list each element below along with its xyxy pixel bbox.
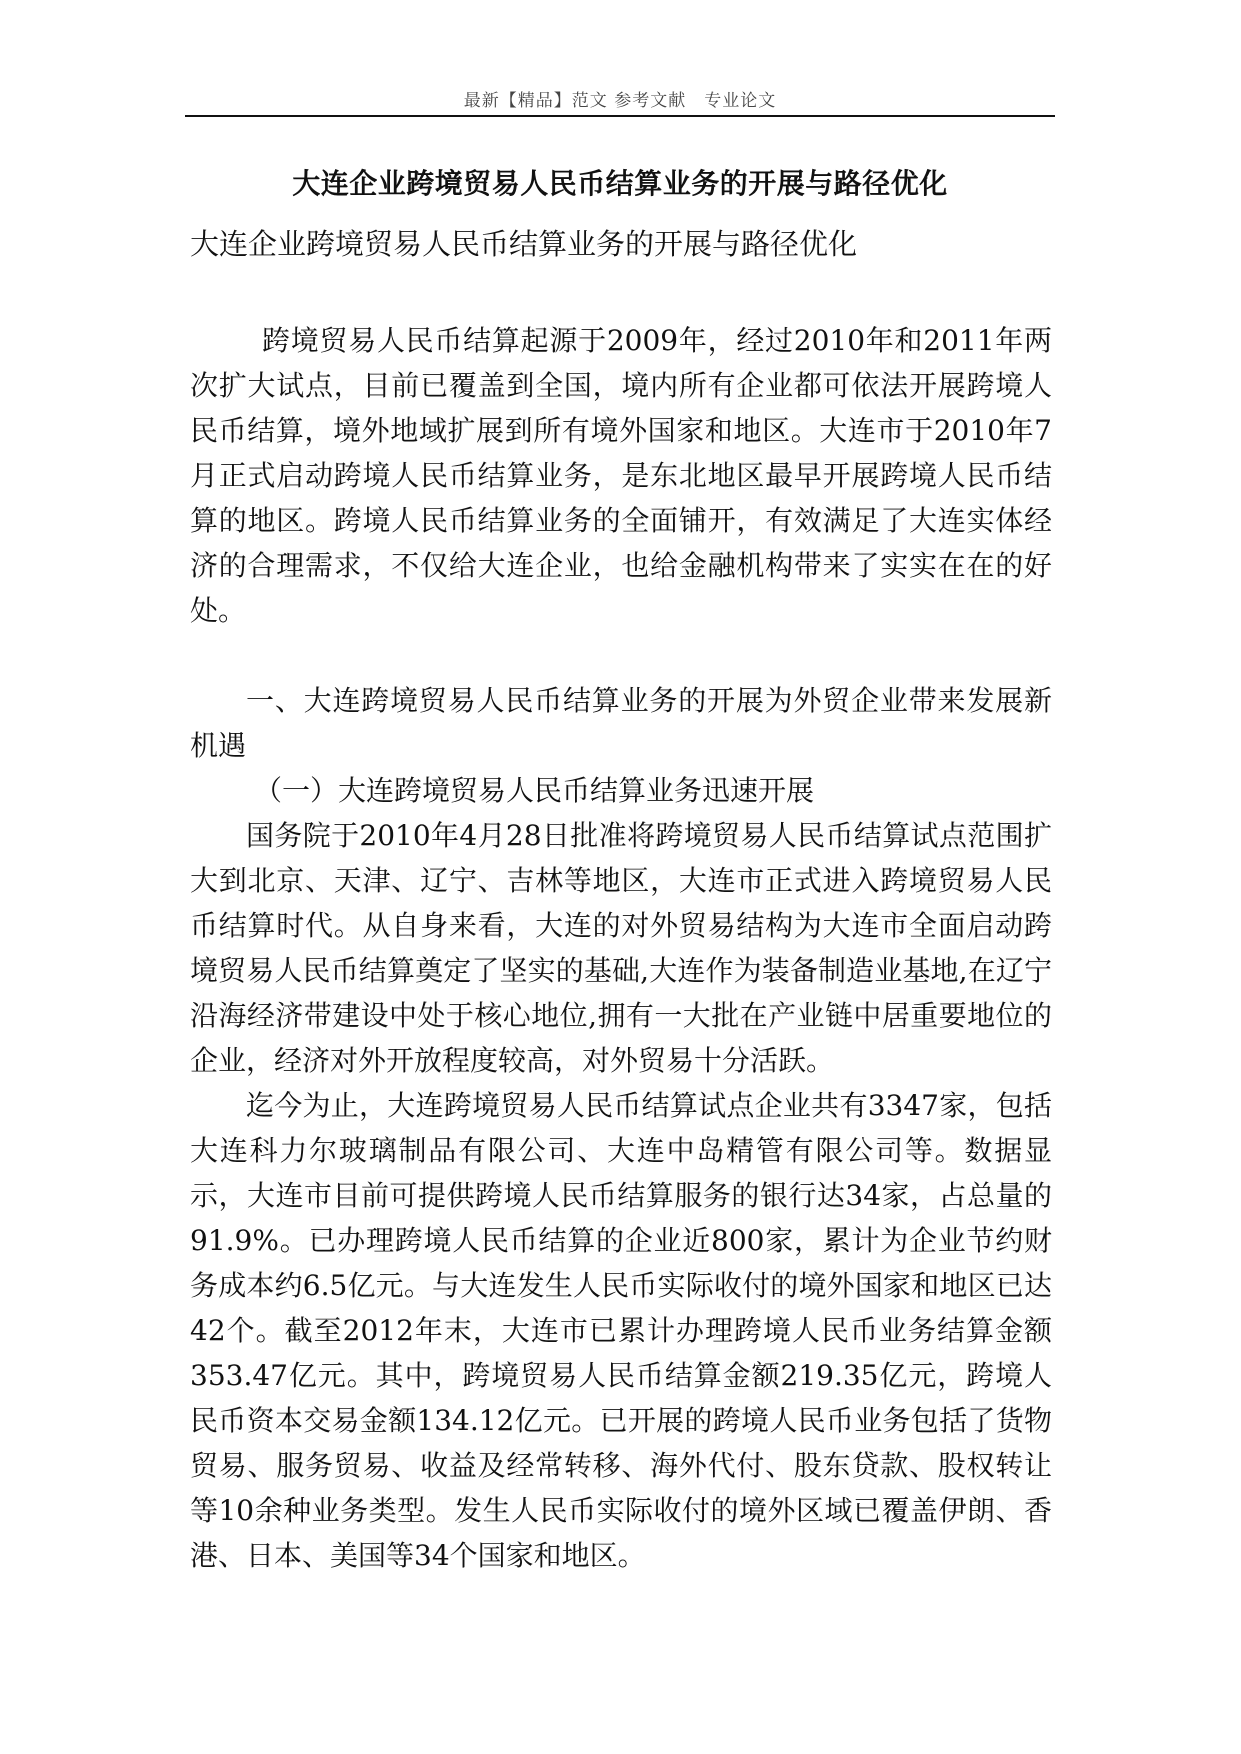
document-subtitle: 大连企业跨境贸易人民币结算业务的开展与路径优化 — [190, 227, 858, 261]
page-header: 最新【精品】范文 参考文献 专业论文 — [463, 91, 777, 111]
body-paragraph-3: 迄今为止，大连跨境贸易人民币结算试点企业共有3347家，包括大连科力尔玻璃制品有限公司、大连中岛精管有限公司等。数据显示，大连市目前可提供跨境人民币结算服务的银行达34家，占总量的91.9%。已办理跨境人民币结算的企业近800家，累计为企业节约财务成本约6.5亿元。与大连发生人民币实际收付的境外国家和地区已达42个。截至2012年末，大连市已累计办理跨境人民币业务结算金额353.47亿元。其中，跨境贸易人民币结算金额219.35亿元，跨境人民币资本交易金额134.12亿元。已开展的跨境人民币业务包括了货物贸易、服务贸易、收益及经常转移、海外代付、股东贷款、股权转让等10余种业务类型。发生人民币实际收付的境外区域已覆盖伊朗、香港、日本、美国等34个国家和地区。 — [190, 1089, 1052, 1572]
document-title: 大连企业跨境贸易人民币结算业务的开展与路径优化 — [292, 167, 948, 200]
header-divider — [185, 115, 1055, 117]
subsection-heading-1: （一）大连跨境贸易人民币结算业务迅速开展 — [254, 774, 815, 807]
document-body — [190, 318, 1052, 1578]
intro-paragraph: 跨境贸易人民币结算起源于2009年，经过2010年和2011年两次扩大试点，目前已覆盖到全国，境内所有企业都可依法开展跨境人民币结算，境外地域扩展到所有境外国家和地区。大连市于2010年7月正式启动跨境人民币结算业务，是东北地区最早开展跨境人民币结算的地区。跨境人民币结算业务的全面铺开，有效满足了大连实体经济的合理需求，不仅给大连企业，也给金融机构带来了实实在在的好处。 — [190, 324, 1052, 627]
body-paragraph-2: 国务院于2010年4月28日批准将跨境贸易人民币结算试点范围扩大到北京、天津、辽宁、吉林等地区，大连市正式进入跨境贸易人民币结算时代。从自身来看，大连的对外贸易结构为大连市全面启动跨境贸易人民币结算奠定了坚实的基础,大连作为装备制造业基地,在辽宁沿海经济带建设中处于核心地位,拥有一大批在产业链中居重要地位的企业，经济对外开放程度较高，对外贸易十分活跃。 — [190, 819, 1052, 1077]
section-heading-1: 一、大连跨境贸易人民币结算业务的开展为外贸企业带来发展新机遇 — [190, 684, 1052, 762]
